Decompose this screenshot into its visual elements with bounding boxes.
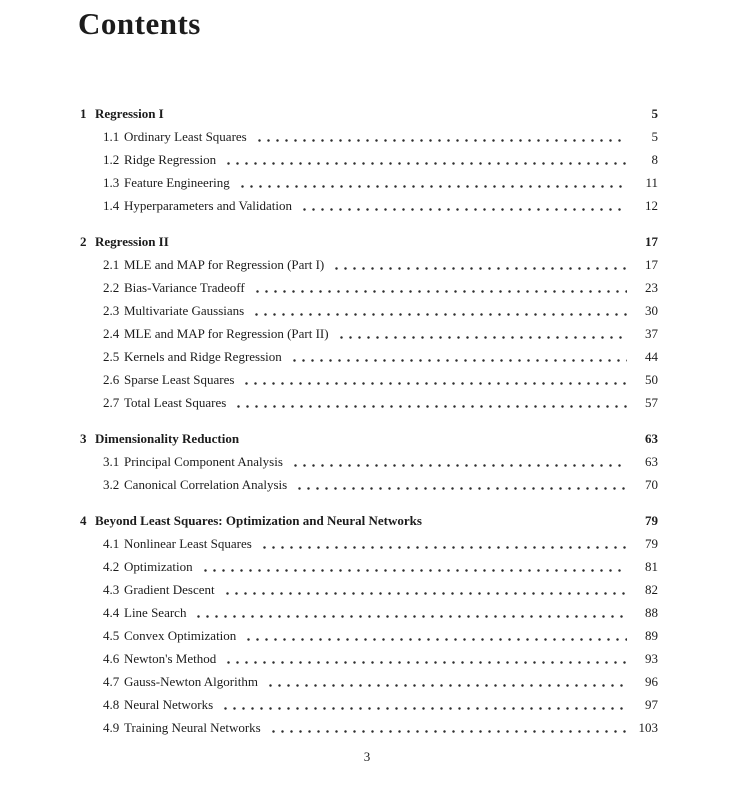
section-title: Gradient Descent bbox=[124, 582, 215, 597]
chapter-page-number: 17 bbox=[645, 234, 658, 249]
section-page-number: 70 bbox=[645, 477, 658, 492]
dot-leader bbox=[331, 253, 627, 276]
section-title: Principal Component Analysis bbox=[124, 454, 283, 469]
chapter-number: 1 bbox=[80, 106, 87, 121]
chapter-title: Beyond Least Squares: Optimization and Neural Networks bbox=[95, 513, 422, 528]
section-number: 4.3 bbox=[103, 582, 120, 597]
section-page-number: 63 bbox=[645, 454, 658, 469]
section-number: 1.3 bbox=[103, 175, 120, 190]
dot-leader bbox=[259, 532, 627, 555]
section-page-number: 37 bbox=[645, 326, 658, 341]
section-number: 2.6 bbox=[103, 372, 120, 387]
toc-section-entry[interactable] bbox=[80, 299, 658, 322]
toc-chapter-block bbox=[80, 230, 658, 414]
section-page-number: 44 bbox=[645, 349, 658, 364]
toc-section-entry[interactable] bbox=[80, 670, 658, 693]
section-number: 2.3 bbox=[103, 303, 120, 318]
section-number: 4.7 bbox=[103, 674, 120, 689]
section-number: 1.2 bbox=[103, 152, 120, 167]
section-title: Kernels and Ridge Regression bbox=[124, 349, 282, 364]
section-page-number: 93 bbox=[645, 651, 658, 666]
dot-leader bbox=[200, 555, 627, 578]
toc-section-entry[interactable] bbox=[80, 473, 658, 496]
section-title: Sparse Least Squares bbox=[124, 372, 235, 387]
chapter-number: 4 bbox=[80, 513, 87, 528]
toc-section-entry[interactable] bbox=[80, 555, 658, 578]
toc bbox=[80, 102, 658, 739]
section-number: 1.4 bbox=[103, 198, 120, 213]
dot-leader bbox=[252, 276, 627, 299]
section-page-number: 88 bbox=[645, 605, 658, 620]
toc-section-entry[interactable] bbox=[80, 322, 658, 345]
toc-section-entry[interactable] bbox=[80, 171, 658, 194]
section-page-number: 96 bbox=[645, 674, 658, 689]
section-title: Newton's Method bbox=[124, 651, 217, 666]
dot-leader bbox=[289, 345, 627, 368]
toc-section-entry[interactable] bbox=[80, 391, 658, 414]
dot-leader bbox=[268, 716, 627, 739]
toc-chapter-entry[interactable] bbox=[80, 102, 658, 125]
dot-leader bbox=[251, 299, 627, 322]
dot-leader bbox=[193, 601, 627, 624]
section-number: 3.2 bbox=[103, 477, 120, 492]
dot-leader bbox=[265, 670, 627, 693]
section-page-number: 50 bbox=[645, 372, 658, 387]
chapter-page-number: 63 bbox=[645, 431, 658, 446]
section-title: Hyperparameters and Validation bbox=[124, 198, 292, 213]
section-title: Ordinary Least Squares bbox=[124, 129, 247, 144]
chapter-title: Dimensionality Reduction bbox=[95, 431, 240, 446]
section-number: 1.1 bbox=[103, 129, 120, 144]
dot-leader bbox=[223, 148, 627, 171]
section-title: MLE and MAP for Regression (Part II) bbox=[124, 326, 329, 341]
section-page-number: 12 bbox=[645, 198, 658, 213]
section-page-number: 81 bbox=[645, 559, 658, 574]
chapter-sections bbox=[80, 125, 658, 217]
dot-leader bbox=[290, 450, 627, 473]
section-page-number: 5 bbox=[651, 129, 658, 144]
toc-section-entry[interactable] bbox=[80, 601, 658, 624]
section-title: Ridge Regression bbox=[124, 152, 217, 167]
section-number: 4.4 bbox=[103, 605, 120, 620]
dot-leader bbox=[241, 368, 627, 391]
toc-chapter-block bbox=[80, 102, 658, 217]
section-number: 4.9 bbox=[103, 720, 120, 735]
section-page-number: 11 bbox=[645, 175, 658, 190]
section-title: Neural Networks bbox=[124, 697, 214, 712]
toc-section-entry[interactable] bbox=[80, 716, 658, 739]
section-title: Total Least Squares bbox=[124, 395, 227, 410]
chapter-title: Regression I bbox=[95, 106, 164, 121]
footer-page-number: 3 bbox=[363, 749, 371, 764]
section-title: Feature Engineering bbox=[124, 175, 230, 190]
toc-chapter-entry[interactable] bbox=[80, 427, 658, 450]
section-number: 2.4 bbox=[103, 326, 120, 341]
section-title: Training Neural Networks bbox=[124, 720, 261, 735]
dot-leader bbox=[220, 693, 627, 716]
section-title: Optimization bbox=[124, 559, 193, 574]
section-number: 2.5 bbox=[103, 349, 120, 364]
dot-leader bbox=[294, 473, 627, 496]
toc-section-entry[interactable] bbox=[80, 647, 658, 670]
section-number: 4.8 bbox=[103, 697, 120, 712]
toc-section-entry[interactable] bbox=[80, 368, 658, 391]
chapter-title: Regression II bbox=[95, 234, 169, 249]
section-page-number: 23 bbox=[645, 280, 658, 295]
dot-leader bbox=[237, 171, 627, 194]
section-number: 4.2 bbox=[103, 559, 120, 574]
section-page-number: 82 bbox=[645, 582, 658, 597]
toc-section-entry[interactable] bbox=[80, 148, 658, 171]
toc-section-entry[interactable] bbox=[80, 578, 658, 601]
section-number: 2.7 bbox=[103, 395, 120, 410]
section-page-number: 8 bbox=[651, 152, 658, 167]
section-title: MLE and MAP for Regression (Part I) bbox=[124, 257, 325, 272]
toc-section-entry[interactable] bbox=[80, 450, 658, 473]
section-title: Line Search bbox=[124, 605, 187, 620]
chapter-sections bbox=[80, 253, 658, 414]
toc-section-entry[interactable] bbox=[80, 693, 658, 716]
dot-leader bbox=[299, 194, 627, 217]
toc-chapter-entry[interactable] bbox=[80, 230, 658, 253]
section-number: 2.2 bbox=[103, 280, 120, 295]
section-page-number: 57 bbox=[645, 395, 658, 410]
toc-section-entry[interactable] bbox=[80, 253, 658, 276]
section-page-number: 103 bbox=[638, 720, 658, 735]
toc-chapter-block bbox=[80, 509, 658, 739]
toc-section-entry[interactable] bbox=[80, 194, 658, 217]
section-title: Gauss-Newton Algorithm bbox=[124, 674, 258, 689]
section-number: 3.1 bbox=[103, 454, 120, 469]
section-title: Canonical Correlation Analysis bbox=[124, 477, 288, 492]
toc-section-entry[interactable] bbox=[80, 345, 658, 368]
toc-section-entry[interactable] bbox=[80, 532, 658, 555]
dot-leader bbox=[223, 647, 627, 670]
chapter-page-number: 5 bbox=[651, 106, 658, 121]
dot-leader bbox=[233, 391, 627, 414]
dot-leader bbox=[336, 322, 627, 345]
dot-leader bbox=[222, 578, 627, 601]
toc-section-entry[interactable] bbox=[80, 276, 658, 299]
chapter-number: 3 bbox=[80, 431, 87, 446]
section-title: Nonlinear Least Squares bbox=[124, 536, 252, 551]
section-page-number: 97 bbox=[645, 697, 658, 712]
toc-chapter-block bbox=[80, 427, 658, 496]
chapter-page-number: 79 bbox=[645, 513, 658, 528]
section-number: 4.5 bbox=[103, 628, 120, 643]
section-page-number: 17 bbox=[645, 257, 658, 272]
section-number: 4.6 bbox=[103, 651, 120, 666]
section-page-number: 89 bbox=[645, 628, 658, 643]
toc-section-entry[interactable] bbox=[80, 125, 658, 148]
chapter-sections bbox=[80, 450, 658, 496]
section-number: 4.1 bbox=[103, 536, 120, 551]
section-title: Bias-Variance Tradeoff bbox=[124, 280, 245, 295]
toc-chapter-entry[interactable] bbox=[80, 509, 658, 532]
toc-section-entry[interactable] bbox=[80, 624, 658, 647]
chapter-sections bbox=[80, 532, 658, 739]
section-title: Multivariate Gaussians bbox=[124, 303, 245, 318]
chapter-number: 2 bbox=[80, 234, 87, 249]
section-page-number: 79 bbox=[645, 536, 658, 551]
dot-leader bbox=[254, 125, 627, 148]
section-number: 2.1 bbox=[103, 257, 120, 272]
dot-leader bbox=[243, 624, 627, 647]
section-page-number: 30 bbox=[645, 303, 658, 318]
section-title: Convex Optimization bbox=[124, 628, 237, 643]
contents-heading: Contents bbox=[78, 6, 201, 41]
